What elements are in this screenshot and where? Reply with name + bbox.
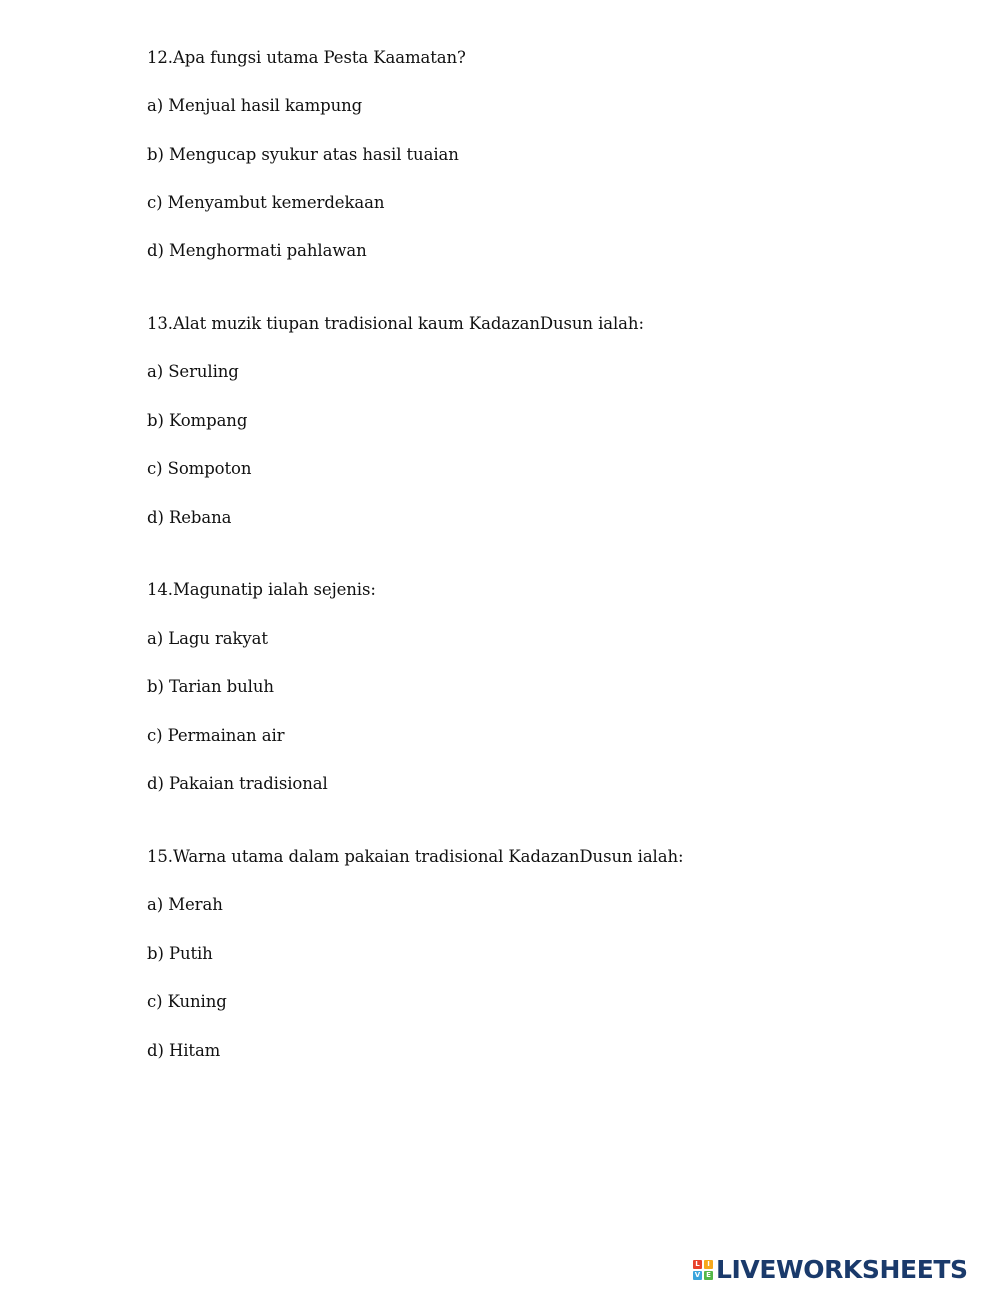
liveworksheets-logo — [693, 1257, 968, 1283]
logo-text: LIVEWORKSHEETS — [716, 1255, 968, 1284]
question-12-option-c: c) Menyambut kemerdekaan — [147, 193, 385, 212]
question-14-option-a: a) Lagu rakyat — [147, 629, 268, 648]
question-15-option-b: b) Putih — [147, 944, 213, 963]
question-12-option-a: a) Menjual hasil kampung — [147, 96, 363, 115]
logo-mark-icon — [693, 1260, 713, 1280]
question-15-option-c: c) Kuning — [147, 992, 227, 1011]
logo-letter-e: E — [704, 1271, 713, 1280]
question-14-option-d: d) Pakaian tradisional — [147, 774, 328, 793]
logo-letter-v: V — [694, 1271, 701, 1279]
question-14-option-b: b) Tarian buluh — [147, 677, 274, 696]
question-15-prompt: 15.Warna utama dalam pakaian tradisional KadazanDusun ialah: — [147, 847, 684, 866]
question-12-option-d: d) Menghormati pahlawan — [147, 241, 367, 260]
question-13-option-a: a) Seruling — [147, 362, 239, 381]
question-12-option-b: b) Mengucap syukur atas hasil tuaian — [147, 145, 459, 164]
logo-letter-l: L — [693, 1260, 702, 1269]
question-13-option-c: c) Sompoton — [147, 459, 252, 478]
question-13-option-d: d) Rebana — [147, 508, 232, 527]
logo-letter-i: I — [704, 1260, 713, 1269]
question-13-option-b: b) Kompang — [147, 411, 248, 430]
question-15-option-a: a) Merah — [147, 895, 223, 914]
question-14-option-c: c) Permainan air — [147, 726, 285, 745]
question-14-prompt: 14.Magunatip ialah sejenis: — [147, 580, 376, 599]
question-15-option-d: d) Hitam — [147, 1041, 221, 1060]
question-13-prompt: 13.Alat muzik tiupan tradisional kaum KadazanDusun ialah: — [147, 314, 644, 333]
question-12-prompt: 12.Apa fungsi utama Pesta Kaamatan? — [147, 48, 466, 67]
